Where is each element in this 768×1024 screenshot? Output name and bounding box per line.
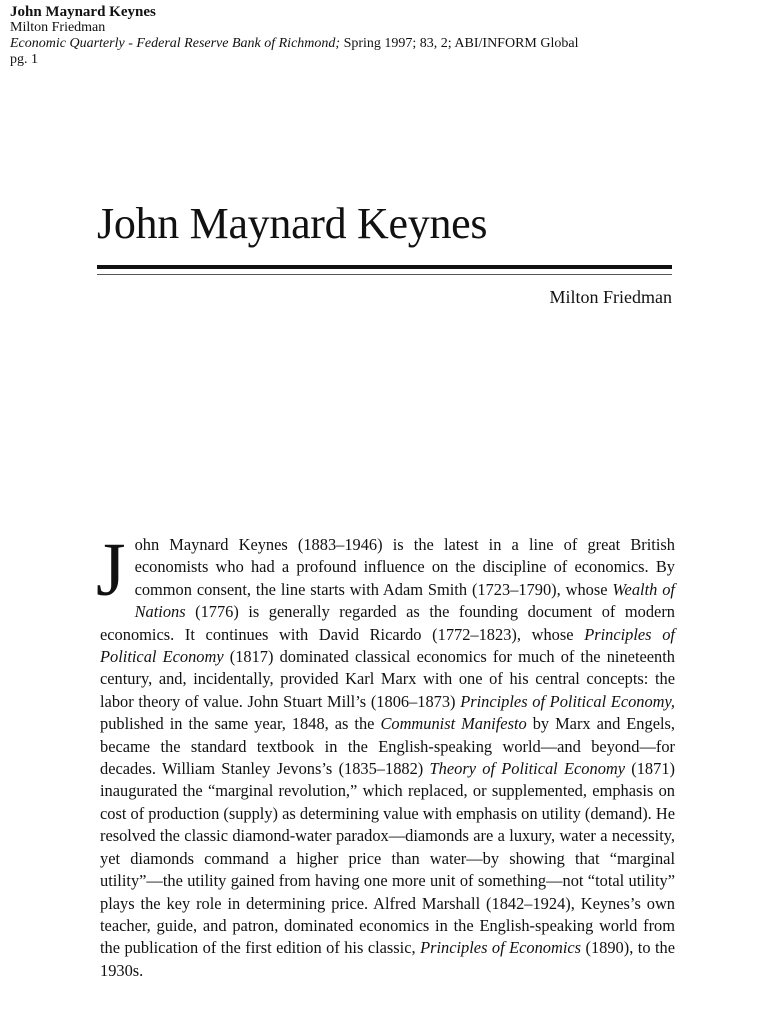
paragraph-text <box>100 535 675 980</box>
paragraph-run: (1776) is generally regarded as the founding document of modern economics. It continues with David Ricardo (1772–1823), whose <box>100 602 675 644</box>
italic-title-text: Theory of Political Economy <box>429 759 625 779</box>
paragraph-run: (1890), to the 1930s. <box>100 938 675 980</box>
italic-title-text: Wealth of Nations <box>134 579 675 622</box>
drop-cap: J <box>96 528 126 612</box>
citation-journal: Economic Quarterly - Federal Reserve Bank of Richmond; <box>10 36 341 51</box>
italic-title-text: Principles of Economics <box>420 938 582 958</box>
citation-title: John Maynard Keynes <box>10 4 156 20</box>
citation-header <box>10 4 750 68</box>
paragraph-run: ohn Maynard Keynes (1883–1946) is the latest in a line of great British economists who had a profound influence on the discipline of economics. By common consent, the line starts with Adam Smith (1723–1790), whose <box>134 535 675 599</box>
italic-title-text: Principles of Political Economy, <box>460 691 675 711</box>
paragraph-run: by Marx and Engels, became the standard textbook in the English-speaking world—and beyond—for decades. William Stanley Jevons’s (1835–1882) <box>100 714 675 779</box>
paragraph-run: (1871) inaugurated the “marginal revolution,” which replaced, or supplemented, emphasis on cost of production (supply) as determining value with emphasis on utility (demand). He resolved the classic diamond-water paradox—diamonds are a luxury, water a necessity, yet diamonds command a higher price than water—by showing that “marginal utility”—the utility gained from having one more unit of something—not “total utility” plays the key role in determining price. Alfred Marshall (1842–1924), Keynes’s own teacher, guide, and patron, dominated economics in the English-speaking world from the publication of the first edition of his classic, <box>100 759 675 958</box>
article-author: Milton Friedman <box>549 287 672 307</box>
citation-source <box>10 36 750 52</box>
title-rule-thick <box>97 265 672 269</box>
paragraph-run: (1817) dominated classical economics for much of the nineteenth century, and, incidentally, provided Karl Marx with one of his central concepts: the labor theory of value. John Stuart Mill’s (1806–1873) <box>100 647 675 711</box>
italic-title-text: Communist Manifesto <box>380 714 527 734</box>
article-title: John Maynard Keynes <box>97 199 488 248</box>
citation-page: pg. 1 <box>10 52 38 67</box>
italic-title-text: Principles of Political Economy <box>100 624 675 667</box>
title-rule-thin <box>97 274 672 275</box>
citation-details: Spring 1997; 83, 2; ABI/INFORM Global <box>340 36 579 51</box>
paragraph-run: published in the same year, 1848, as the <box>100 714 381 734</box>
citation-author: Milton Friedman <box>10 20 106 35</box>
body-paragraph <box>96 528 675 982</box>
